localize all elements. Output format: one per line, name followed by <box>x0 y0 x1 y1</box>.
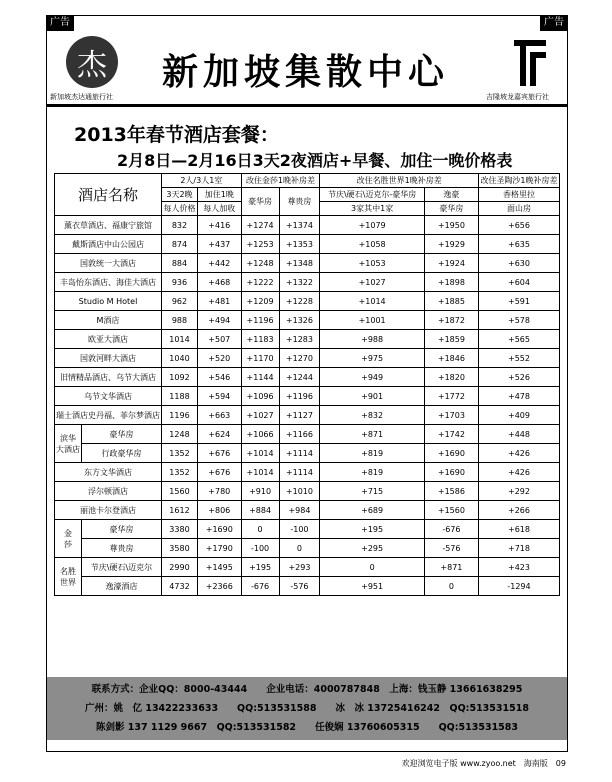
price-table <box>54 173 560 596</box>
price-cell: +1742 <box>424 425 478 444</box>
price-cell: +949 <box>320 368 425 387</box>
price-cell: 1040 <box>162 349 198 368</box>
price-cell: +546 <box>197 368 241 387</box>
table-row <box>55 254 560 273</box>
hotel-name: Studio M Hotel <box>55 292 162 311</box>
table-row <box>55 330 560 349</box>
hotel-name: 戴斯酒店中山公园店 <box>55 235 162 254</box>
price-cell: +806 <box>197 501 241 520</box>
price-cell: +984 <box>279 501 320 520</box>
price-cell: -100 <box>279 520 320 539</box>
price-cell: +951 <box>320 577 425 596</box>
price-cell: +1014 <box>320 292 425 311</box>
ad-label-left: 广告 <box>46 15 74 31</box>
price-cell: +1183 <box>241 330 279 349</box>
price-cell: +1560 <box>424 501 478 520</box>
price-cell: +1690 <box>424 463 478 482</box>
price-cell: +663 <box>197 406 241 425</box>
price-cell: 988 <box>162 311 198 330</box>
hotel-name: M酒店 <box>55 311 162 330</box>
room-type: 逸濠酒店 <box>82 577 162 596</box>
price-cell: 1188 <box>162 387 198 406</box>
price-cell: +1253 <box>241 235 279 254</box>
price-cell: +293 <box>279 558 320 577</box>
price-cell: +1872 <box>424 311 478 330</box>
table-row <box>55 444 560 463</box>
hotel-name: 国敦河畔大酒店 <box>55 349 162 368</box>
contact-footer <box>47 677 567 740</box>
price-cell: 3580 <box>162 539 198 558</box>
price-cell: +526 <box>478 368 559 387</box>
package-subtitle: 2月8日—2月16日3天2夜酒店+早餐、加住一晚价格表 <box>117 151 513 170</box>
price-cell: +1066 <box>241 425 279 444</box>
shangri-header: 香格里拉 <box>478 188 559 202</box>
jinsha-upgrade-header: 改住金莎1晚补房差 <box>241 174 320 188</box>
price-cell: +1772 <box>424 387 478 406</box>
headline: 新加坡集散中心 <box>162 52 450 93</box>
price-cell: +1014 <box>241 444 279 463</box>
price-cell: +426 <box>478 463 559 482</box>
price-cell: +1058 <box>320 235 425 254</box>
price-cell: +635 <box>478 235 559 254</box>
room-type-header: 2人/3人1室 <box>162 174 242 188</box>
table-row <box>55 425 560 444</box>
price-cell: -1294 <box>478 577 559 596</box>
premier-header: 尊贵房 <box>279 188 320 216</box>
price-cell: +437 <box>197 235 241 254</box>
price-cell: +1114 <box>279 444 320 463</box>
price-cell: +1790 <box>197 539 241 558</box>
price-cell: +1898 <box>424 273 478 292</box>
price-cell: +1096 <box>241 387 279 406</box>
price-cell: +565 <box>478 330 559 349</box>
price-cell: +676 <box>197 444 241 463</box>
hotel-name: 丰岛怡东酒店、海佳大酒店 <box>55 273 162 292</box>
price-cell: +1244 <box>279 368 320 387</box>
package-title: 2013年春节酒店套餐： <box>74 124 279 146</box>
partner-logo-icon <box>512 38 548 88</box>
price-cell: +1274 <box>241 216 279 235</box>
price-cell: +552 <box>478 349 559 368</box>
group-name-line: 莎 <box>64 539 72 549</box>
price-cell: +988 <box>320 330 425 349</box>
price-cell: +1586 <box>424 482 478 501</box>
price-cell: +1248 <box>241 254 279 273</box>
price-cell: +656 <box>478 216 559 235</box>
price-cell: 1196 <box>162 406 198 425</box>
price-header: 3天2晚 <box>162 188 198 202</box>
group-name-line: 名胜 <box>60 566 76 576</box>
price-cell: +295 <box>320 539 425 558</box>
right-logo-caption: 吉隆坡龙嘉宾旅行社 <box>486 93 549 101</box>
price-cell: +715 <box>320 482 425 501</box>
festive-header: 节庆\硬石\迈克尔-豪华房 <box>320 188 425 202</box>
price-cell: +624 <box>197 425 241 444</box>
price-cell: 4732 <box>162 577 198 596</box>
shengtaosha-upgrade-header: 改住圣陶沙1晚补房差 <box>478 174 559 188</box>
price-cell: +266 <box>478 501 559 520</box>
price-cell: 0 <box>320 558 425 577</box>
price-cell: +871 <box>320 425 425 444</box>
price-cell: +1348 <box>279 254 320 273</box>
left-logo-caption: 新加坡杰达通旅行社 <box>50 93 113 101</box>
price-cell: -676 <box>241 577 279 596</box>
price-cell: +1053 <box>320 254 425 273</box>
price-cell: 0 <box>241 520 279 539</box>
hotel-name: 薰衣草酒店、福康宁旅馆 <box>55 216 162 235</box>
price-cell: -676 <box>424 520 478 539</box>
mingsheng-upgrade-header: 改住名胜世界1晚补房差 <box>320 174 479 188</box>
hotel-group-name <box>55 558 82 596</box>
price-cell: 1014 <box>162 330 198 349</box>
group-name-line: 大酒店 <box>56 444 80 454</box>
hotel-name: 瑞士酒店史丹福、菲尔梦酒店 <box>55 406 162 425</box>
price-cell: +975 <box>320 349 425 368</box>
price-cell: +1283 <box>279 330 320 349</box>
price-cell: 884 <box>162 254 198 273</box>
group-name-line: 世界 <box>60 577 76 587</box>
price-cell: +1114 <box>279 463 320 482</box>
price-cell: +1196 <box>279 387 320 406</box>
price-cell: 874 <box>162 235 198 254</box>
price-subheader: 每人价格 <box>162 202 198 216</box>
price-cell: +416 <box>197 216 241 235</box>
hotel-name: 欧亚大酒店 <box>55 330 162 349</box>
table-row <box>55 292 560 311</box>
price-cell: +195 <box>241 558 279 577</box>
hotel-name: 丽池卡尔登酒店 <box>55 501 162 520</box>
price-cell: +1703 <box>424 406 478 425</box>
price-cell: +1170 <box>241 349 279 368</box>
deluxe-header: 豪华房 <box>241 188 279 216</box>
hotel-name: 旧情精品酒店、乌节大酒店 <box>55 368 162 387</box>
table-row <box>55 368 560 387</box>
shangri-subheader: 面山房 <box>478 202 559 216</box>
group-name-line: 金 <box>64 528 72 538</box>
price-cell: +2366 <box>197 577 241 596</box>
price-cell: +426 <box>478 444 559 463</box>
price-cell: +1322 <box>279 273 320 292</box>
price-cell: -100 <box>241 539 279 558</box>
price-cell: +676 <box>197 463 241 482</box>
price-cell: +409 <box>478 406 559 425</box>
price-cell: +1166 <box>279 425 320 444</box>
price-cell: +594 <box>197 387 241 406</box>
price-cell: +423 <box>478 558 559 577</box>
yiyi-subheader: 豪华房 <box>424 202 478 216</box>
price-cell: -576 <box>424 539 478 558</box>
price-cell: 3380 <box>162 520 198 539</box>
price-cell: +1820 <box>424 368 478 387</box>
price-cell: +871 <box>424 558 478 577</box>
table-row <box>55 273 560 292</box>
table-row <box>55 558 560 577</box>
price-cell: +1859 <box>424 330 478 349</box>
add-night-subheader: 每人加收 <box>197 202 241 216</box>
price-cell: +689 <box>320 501 425 520</box>
price-cell: +1144 <box>241 368 279 387</box>
price-cell: +1950 <box>424 216 478 235</box>
price-cell: +884 <box>241 501 279 520</box>
table-row <box>55 406 560 425</box>
contact-line-1: 联系方式：企业QQ：8000-43444 企业电话：4000787848 上海：钱玉静 13661638295 <box>91 684 523 695</box>
price-cell: -576 <box>279 577 320 596</box>
price-cell: +910 <box>241 482 279 501</box>
price-cell: +1495 <box>197 558 241 577</box>
price-cell: +292 <box>478 482 559 501</box>
yiyi-header: 逸豪 <box>424 188 478 202</box>
price-cell: 1612 <box>162 501 198 520</box>
price-cell: +1222 <box>241 273 279 292</box>
price-cell: +1924 <box>424 254 478 273</box>
table-row <box>55 577 560 596</box>
hotel-name-header: 酒店名称 <box>55 174 162 216</box>
price-cell: +1228 <box>279 292 320 311</box>
price-cell: +1690 <box>197 520 241 539</box>
price-cell: 1352 <box>162 444 198 463</box>
price-cell: +618 <box>478 520 559 539</box>
price-cell: +1929 <box>424 235 478 254</box>
table-row <box>55 501 560 520</box>
price-cell: 0 <box>279 539 320 558</box>
table-row <box>55 311 560 330</box>
price-cell: +604 <box>478 273 559 292</box>
price-cell: +901 <box>320 387 425 406</box>
agency-logo-icon: 杰 <box>66 36 118 88</box>
table-row <box>55 387 560 406</box>
hotel-name: 东方文华酒店 <box>55 463 162 482</box>
price-cell: +1353 <box>279 235 320 254</box>
price-cell: +1374 <box>279 216 320 235</box>
price-cell: +442 <box>197 254 241 273</box>
price-cell: +195 <box>320 520 425 539</box>
hotel-group-name <box>55 520 82 558</box>
table-row <box>55 235 560 254</box>
price-cell: 936 <box>162 273 198 292</box>
price-cell: 0 <box>424 577 478 596</box>
table-row <box>55 463 560 482</box>
price-cell: +507 <box>197 330 241 349</box>
price-cell: +578 <box>478 311 559 330</box>
price-cell: +1846 <box>424 349 478 368</box>
price-cell: +1001 <box>320 311 425 330</box>
contact-line-3: 陈剑影 137 1129 9667 QQ:513531582 任俊娴 13760605315 QQ:513531583 <box>95 722 519 733</box>
price-cell: +1209 <box>241 292 279 311</box>
price-cell: +630 <box>478 254 559 273</box>
price-cell: +819 <box>320 444 425 463</box>
price-cell: +468 <box>197 273 241 292</box>
price-cell: 1092 <box>162 368 198 387</box>
price-cell: +1690 <box>424 444 478 463</box>
price-cell: +1127 <box>279 406 320 425</box>
price-cell: 1560 <box>162 482 198 501</box>
page-footer: 欢迎浏览电子版 www.zyoo.net 海南版 09 <box>401 759 566 768</box>
price-cell: 1352 <box>162 463 198 482</box>
price-cell: +718 <box>478 539 559 558</box>
price-cell: +1014 <box>241 463 279 482</box>
price-cell: +1010 <box>279 482 320 501</box>
hotel-group-name <box>55 425 82 463</box>
price-cell: +448 <box>478 425 559 444</box>
price-cell: +819 <box>320 463 425 482</box>
price-cell: +1027 <box>320 273 425 292</box>
group-name-line: 滨华 <box>60 433 76 443</box>
price-cell: +1079 <box>320 216 425 235</box>
price-cell: +1270 <box>279 349 320 368</box>
table-row <box>55 520 560 539</box>
price-cell: +1027 <box>241 406 279 425</box>
room-type: 节庆\硬石\迈克尔 <box>82 558 162 577</box>
ad-label-right: 广告 <box>540 15 568 31</box>
table-row <box>55 482 560 501</box>
festive-subheader: 3家其中1家 <box>320 202 425 216</box>
table-row <box>55 539 560 558</box>
price-cell: +1196 <box>241 311 279 330</box>
room-type: 尊贵房 <box>82 539 162 558</box>
price-cell: 2990 <box>162 558 198 577</box>
price-cell: 962 <box>162 292 198 311</box>
hotel-name: 乌节文华酒店 <box>55 387 162 406</box>
price-cell: +1885 <box>424 292 478 311</box>
price-cell: +591 <box>478 292 559 311</box>
table-row <box>55 349 560 368</box>
hotel-name: 浮尔顿酒店 <box>55 482 162 501</box>
price-cell: +494 <box>197 311 241 330</box>
header-rule <box>46 104 568 107</box>
room-type: 豪华房 <box>82 520 162 539</box>
price-cell: +478 <box>478 387 559 406</box>
add-night-header: 加住1晚 <box>197 188 241 202</box>
price-cell: +481 <box>197 292 241 311</box>
price-cell: +832 <box>320 406 425 425</box>
room-type: 行政豪华房 <box>82 444 162 463</box>
contact-line-2: 广州：姚 亿 13422233633 QQ:513531588 冰 冰 13725416242 QQ:513531518 <box>85 703 529 714</box>
price-cell: 1248 <box>162 425 198 444</box>
price-cell: +520 <box>197 349 241 368</box>
price-cell: +780 <box>197 482 241 501</box>
price-cell: +1326 <box>279 311 320 330</box>
table-row <box>55 216 560 235</box>
price-cell: 832 <box>162 216 198 235</box>
room-type: 豪华房 <box>82 425 162 444</box>
hotel-name: 国敦统一大酒店 <box>55 254 162 273</box>
